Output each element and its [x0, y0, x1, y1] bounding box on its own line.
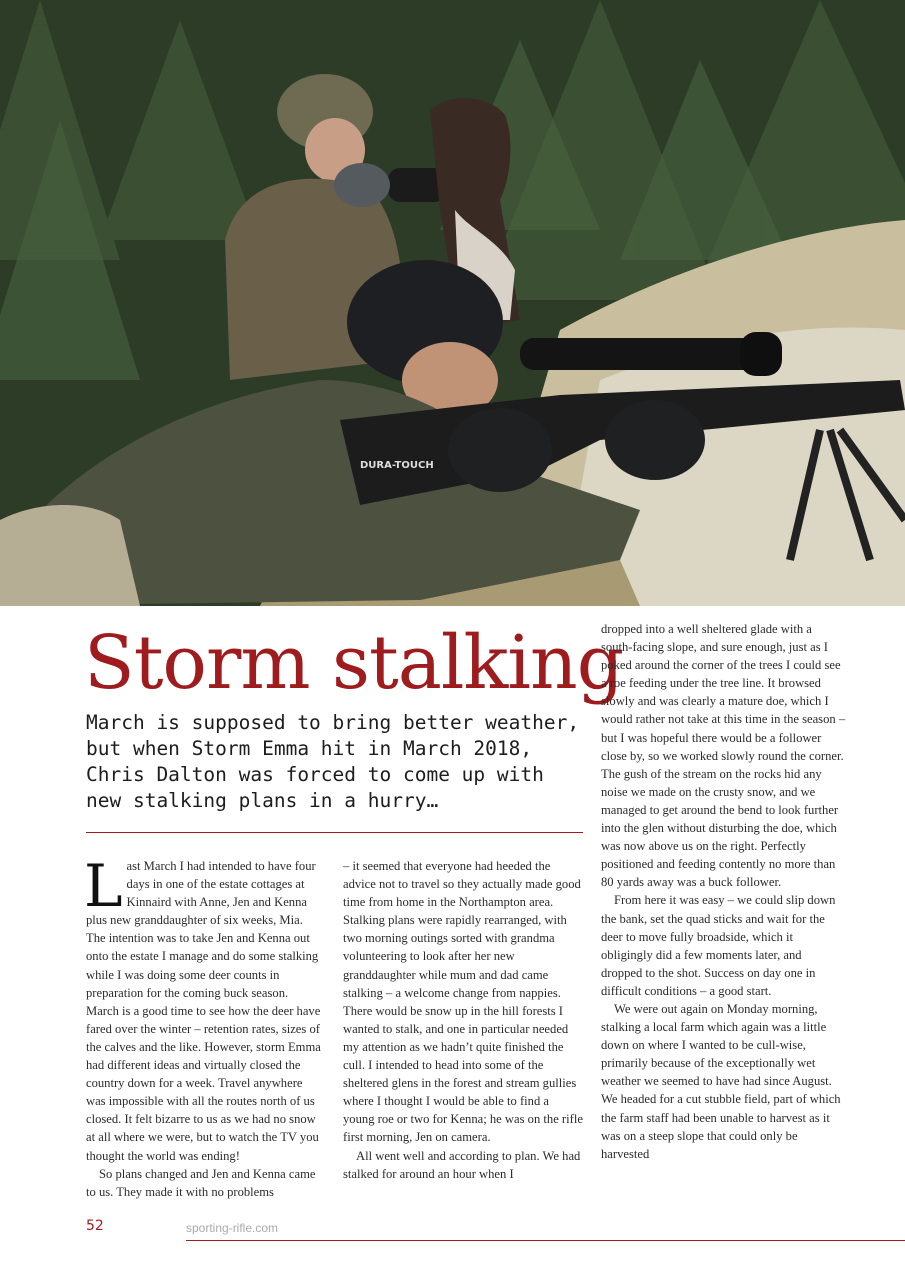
body-column-1 — [84, 852, 324, 1201]
body-text: ast March I had intended to have four days in one of the estate cottages at Kinnaird with Anne, Jen and Kenna plus new granddaughter of six weeks, Mia. The intention was to take Jen and Kenna out onto the estate I manage and do some stalking while I was doing some deer counts in preparation for the coming buck season. March is a good time to see how the deer have fared over the winter – retention rates, sizes of the calves and the like. However, storm Emma had different ideas and virtually closed the country down for a week. Travel anywhere was impossible with all the routes north of us closed. It felt bizarre to us as we had no snow at all where we were, but to watch the TV you thought the world was ending! — [86, 859, 321, 1163]
body-paragraph: – it seemed that everyone had heeded the advice not to travel so they actually made good time from home in the Northampton area. Stalking plans were rapidly rearranged, with two morning outings sorted with grandma volunteering to look after her new granddaughter while mum and dad came stalking – a welcome change from nappies. There would be snow up in the hill forests I wanted to stalk, and one in particular needed my attention as we hadn’t quite finished the cull. I intended to head into some of the sheltered glens in the forest and stream gullies where I thought I would be able to find a young roe or two for Kenna; he was on the rifle first morning, Jen on camera. — [343, 859, 583, 1145]
divider — [86, 832, 583, 833]
svg-text:DURA-TOUCH: DURA-TOUCH — [360, 460, 434, 471]
photo-stalkers-with-rifle-and-dog — [0, 0, 905, 606]
dropcap: L — [84, 852, 123, 920]
body-paragraph: From here it was easy – we could slip down the bank, set the quad sticks and wait for the deer to move fully broadside, which it obligingly did a few moments later, and dropped to the shot. Success on day one in difficult conditions – a good start. — [601, 893, 836, 998]
body-column-3 — [601, 620, 846, 1163]
body-paragraph: All went well and according to plan. We had stalked for around an hour when I — [343, 1148, 581, 1181]
site-url: sporting-rifle.com — [186, 1221, 279, 1235]
body-paragraph: We were out again on Monday morning, stalking a local farm which again was a little down on where I wanted to be cull-wise, primarily because of the exceptionally wet weather we seemed to have had since August. We headed for a cut stubble field, part of which the farm staff had been unable to harvest as it was on a steep slope that could only be harvested — [601, 1001, 841, 1161]
body-paragraph — [84, 852, 324, 1165]
body-paragraph: dropped into a well sheltered glade with a south-facing slope, and sure enough, just as I poked around the corner of the trees I could see a roe feeding under the tree line. It browsed slowly and was clearly a mature doe, which I would rather not take at this time in the season – but I was hopeful there would be a follower close by, so we worked slowly round the corner. The gush of the stream on the rocks hid any noise we made on the crusty snow, and we managed to get around the bend to look further into the glen without disturbing the doe, which was now above us on the right. Perfectly positioned and feeding contently no more than 80 yards away was a buck follower. — [601, 622, 846, 890]
standfirst: March is supposed to bring better weather, but when Storm Emma hit in March 2018, Chris Dalton was forced to come up with new stalking plans in a hurry… — [86, 711, 580, 812]
footer-divider — [186, 1240, 905, 1241]
page-number: 52 — [86, 1218, 104, 1234]
hero-photo — [0, 0, 905, 606]
headline: Storm stalking — [84, 620, 624, 706]
body-column-2 — [343, 857, 583, 1183]
body-paragraph: So plans changed and Jen and Kenna came to us. They made it with no problems — [86, 1166, 316, 1199]
